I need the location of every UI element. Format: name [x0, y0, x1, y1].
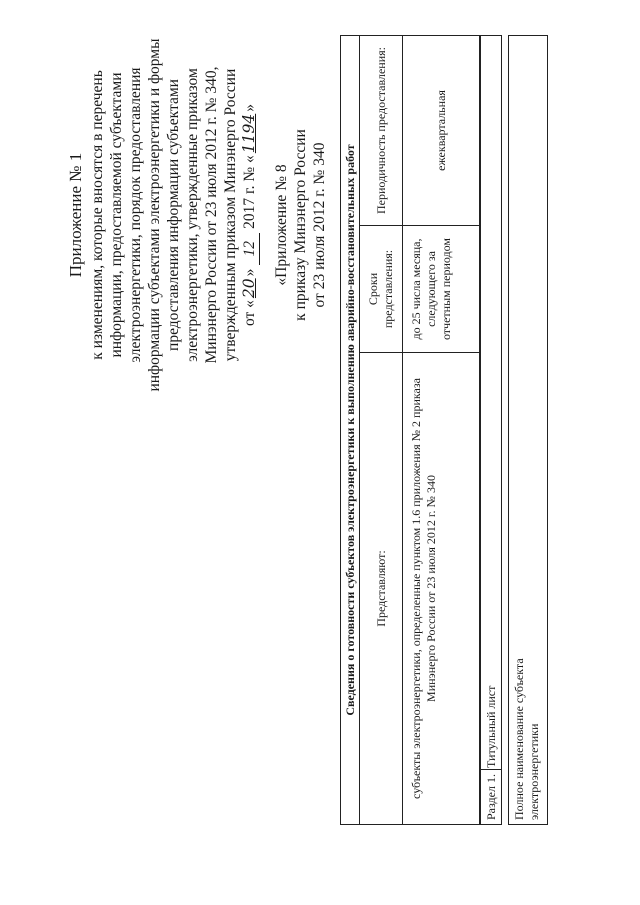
- annex1-block: [66, 15, 260, 415]
- annex1-line: электроэнергетики, утвержденные приказом: [184, 68, 201, 362]
- annex1-line: Минэнерго России от 23 июля 2012 г. № 340,: [203, 66, 220, 364]
- form-table: [359, 35, 480, 825]
- annex1-line: к изменениям, которые вносятся в перечень: [89, 70, 106, 360]
- subject-name-label: Полное наименование субъекта электроэнергетики: [512, 658, 541, 820]
- column-header: Периодичность предоставления:: [360, 36, 403, 226]
- cell-period: ежеквартальная: [403, 36, 480, 226]
- annex1-line: информации субъектами электроэнергетики и формы: [146, 38, 163, 392]
- section-title: Титульный лист: [484, 685, 498, 768]
- date-mid: »: [241, 264, 258, 277]
- column-header: Сроки представления:: [360, 226, 403, 353]
- annex8-block: [272, 115, 329, 335]
- handwritten-number: 1194: [240, 113, 258, 154]
- table-header-row: [360, 36, 403, 825]
- cell-who: субъекты электроэнергетики, определенные пунктом 1.6 приложения № 2 приказа Минэнерго России от 23 июля 2012 г. № 340: [403, 353, 480, 825]
- annex8-line: «Приложение № 8: [273, 164, 290, 286]
- section-row: [480, 35, 502, 825]
- annex8-line: от 23 июля 2012 г. № 340: [311, 142, 328, 308]
- section-label: Раздел 1.: [481, 769, 501, 824]
- form-title: Сведения о готовности субъектов электроэнергетики к выполнению аварийно-восстановительных работ: [340, 35, 360, 825]
- subject-name-row: [508, 35, 548, 825]
- date-prefix: от «: [241, 300, 258, 327]
- annex1-line: электроэнергетики, порядок предоставления: [127, 67, 144, 363]
- table-row: [403, 36, 480, 825]
- handwritten-month: 12: [240, 233, 260, 265]
- handwritten-day: 20: [240, 278, 258, 299]
- column-header: Представляют:: [360, 353, 403, 825]
- annex1-date-line: [240, 15, 260, 415]
- annex1-line: утвержденным приказом Минэнерго России: [222, 68, 239, 362]
- date-year: 2017 г. № «: [241, 155, 258, 233]
- date-suffix: »: [241, 103, 258, 112]
- annex1-line: информации, предоставляемой субъектами: [108, 72, 125, 358]
- annex8-line: к приказу Минэнерго России: [292, 129, 309, 321]
- cell-deadline: до 25 числа месяца, следующего за отчетным периодом: [403, 226, 480, 353]
- annex1-line: предоставления информации субъектами: [165, 79, 182, 351]
- annex1-header: Приложение № 1: [66, 152, 85, 278]
